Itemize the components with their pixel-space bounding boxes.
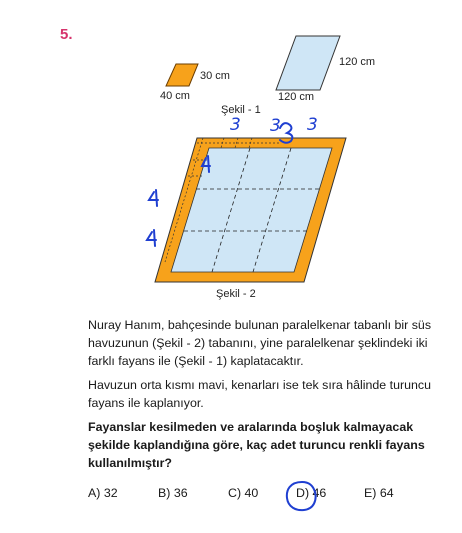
handwritten-three-1: 3: [230, 115, 241, 135]
figure2-caption: Şekil - 2: [216, 288, 256, 300]
question-prompt: Fayanslar kesilmeden ve aralarında boşluk kalmayacak şekilde kaplandığına göre, kaç adet turuncu renkli fayans kullanılmıştır?: [88, 420, 425, 470]
small-orange-tile: [166, 64, 198, 86]
small-tile-side-label: 30 cm: [200, 70, 230, 82]
large-tile-base-label: 120 cm: [278, 91, 315, 103]
option-b-value: 36: [173, 486, 188, 500]
option-e-letter: E): [364, 486, 377, 500]
answer-circle-mark: [282, 478, 322, 514]
option-b-letter: B): [158, 486, 171, 500]
option-d-letter: D): [296, 486, 310, 500]
option-d-value: 46: [312, 486, 327, 500]
option-c-value: 40: [244, 486, 259, 500]
handwritten-three-3: 3: [307, 115, 318, 135]
option-c-letter: C): [228, 486, 242, 500]
question-number: 5.: [60, 26, 73, 43]
option-a-value: 32: [103, 486, 118, 500]
answer-options: [88, 486, 428, 506]
option-a-letter: A): [88, 486, 101, 500]
large-tile-side-label: 120 cm: [339, 56, 376, 68]
figure1-caption: Şekil - 1: [221, 104, 261, 116]
option-e[interactable]: [364, 486, 394, 500]
option-b[interactable]: [158, 486, 188, 500]
detail-paragraph: Havuzun orta kısmı mavi, kenarları ise tek sıra hâlinde turuncu fayans ile kaplanıyor.: [88, 378, 431, 410]
handwritten-three-2: 3: [270, 116, 281, 136]
option-c[interactable]: [228, 486, 258, 500]
option-a[interactable]: [88, 486, 118, 500]
small-tile-base-label: 40 cm: [160, 90, 190, 102]
intro-paragraph: Nuray Hanım, bahçesinde bulunan paralelkenar tabanlı bir süs havuzunun (Şekil - 2) tabanını, yine paralelkenar şeklindeki iki farklı fayans ile (Şekil - 1) kaplatacaktır.: [88, 318, 432, 368]
large-blue-tile: [276, 36, 340, 90]
option-e-value: 64: [379, 486, 394, 500]
